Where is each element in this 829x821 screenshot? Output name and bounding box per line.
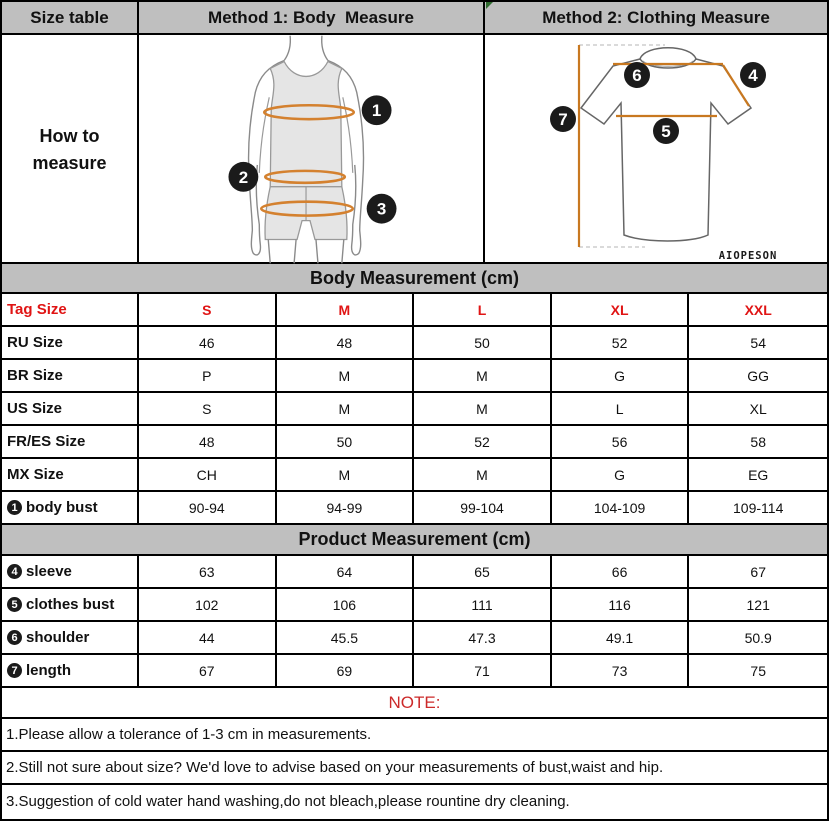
brand-label: AIOPESON — [718, 250, 778, 262]
size-value: 109-114 — [689, 492, 827, 525]
size-value: 52 — [414, 426, 552, 459]
size-value: 90-94 — [139, 492, 277, 525]
note-title: NOTE: — [2, 688, 827, 719]
size-value: S — [139, 294, 277, 327]
size-value: M — [277, 393, 415, 426]
circled-number-icon: 5 — [7, 597, 22, 612]
body-measure-diagram — [139, 35, 485, 264]
row-label-text: Tag Size — [7, 301, 67, 318]
size-value: 65 — [414, 556, 552, 589]
row-label-text: RU Size — [7, 334, 63, 351]
how-to-measure-row — [2, 35, 827, 264]
size-value: M — [277, 459, 415, 492]
row-label-text: clothes bust — [26, 596, 115, 613]
marker-2-icon — [228, 162, 258, 192]
header-method2: Method 2: Clothing Measure — [542, 7, 770, 27]
clothing-measure-diagram — [485, 35, 829, 264]
size-value: GG — [689, 360, 827, 393]
size-value: 54 — [689, 327, 827, 360]
circled-number-icon: 6 — [7, 630, 22, 645]
product-measurement-title: Product Measurement (cm) — [2, 525, 827, 556]
size-value: 50 — [414, 327, 552, 360]
size-value: G — [552, 360, 690, 393]
size-value: 106 — [277, 589, 415, 622]
size-value: CH — [139, 459, 277, 492]
size-value: 50 — [277, 426, 415, 459]
size-value: 64 — [277, 556, 415, 589]
size-value: EG — [689, 459, 827, 492]
row-label — [2, 622, 139, 655]
row-label — [2, 492, 139, 525]
row-label-text: body bust — [26, 499, 98, 516]
size-value: M — [414, 459, 552, 492]
size-value: 75 — [689, 655, 827, 688]
row-label — [2, 589, 139, 622]
body-measurement-table — [2, 294, 827, 525]
size-value: XXL — [689, 294, 827, 327]
row-label-text: MX Size — [7, 466, 64, 483]
size-value: L — [552, 393, 690, 426]
size-value: 67 — [139, 655, 277, 688]
size-value: 104-109 — [552, 492, 690, 525]
notes-list — [2, 719, 827, 818]
svg-text:4: 4 — [748, 66, 758, 85]
header-row — [2, 2, 827, 35]
body-figure-illustration — [139, 35, 483, 264]
note-item: 2.Still not sure about size? We'd love to advise based on your measurements of bust,waist and hip. — [2, 752, 827, 785]
note-item: 1.Please allow a tolerance of 1-3 cm in measurements. — [2, 719, 827, 752]
size-value: 99-104 — [414, 492, 552, 525]
svg-text:1: 1 — [371, 101, 382, 121]
row-label-text: sleeve — [26, 563, 72, 580]
circled-number-icon: 1 — [7, 500, 22, 515]
size-value: M — [414, 360, 552, 393]
size-value: 111 — [414, 589, 552, 622]
size-value: L — [414, 294, 552, 327]
size-value: 94-99 — [277, 492, 415, 525]
row-label — [2, 655, 139, 688]
row-label — [2, 360, 139, 393]
row-label-text: US Size — [7, 400, 63, 417]
row-label-text: shoulder — [26, 629, 90, 646]
row-label-text: length — [26, 662, 71, 679]
row-label — [2, 556, 139, 589]
size-value: XL — [689, 393, 827, 426]
size-value: 71 — [414, 655, 552, 688]
row-label — [2, 294, 139, 327]
size-value: 66 — [552, 556, 690, 589]
marker-4-icon — [740, 62, 766, 88]
size-value: 58 — [689, 426, 827, 459]
size-value: 116 — [552, 589, 690, 622]
row-label-text: FR/ES Size — [7, 433, 86, 450]
size-value: S — [139, 393, 277, 426]
row-label-text: BR Size — [7, 367, 63, 384]
size-value: 45.5 — [277, 622, 415, 655]
size-value: 47.3 — [414, 622, 552, 655]
marker-3-icon — [367, 194, 397, 224]
size-value: G — [552, 459, 690, 492]
svg-text:2: 2 — [238, 167, 249, 187]
size-value: 44 — [139, 622, 277, 655]
green-corner-marker — [486, 2, 493, 9]
size-value: M — [277, 294, 415, 327]
circled-number-icon: 4 — [7, 564, 22, 579]
size-value: 46 — [139, 327, 277, 360]
row-label — [2, 393, 139, 426]
svg-text:6: 6 — [632, 66, 642, 85]
size-value: M — [414, 393, 552, 426]
row-label — [2, 459, 139, 492]
svg-text:7: 7 — [558, 110, 568, 129]
circled-number-icon: 7 — [7, 663, 22, 678]
size-value: 49.1 — [552, 622, 690, 655]
product-measurement-table — [2, 556, 827, 688]
row-label — [2, 327, 139, 360]
size-value: 73 — [552, 655, 690, 688]
note-item: 3.Suggestion of cold water hand washing,do not bleach,please rountine dry cleaning. — [6, 793, 570, 810]
size-value: 121 — [689, 589, 827, 622]
size-value: 69 — [277, 655, 415, 688]
marker-5-icon — [653, 118, 679, 144]
size-value: 50.9 — [689, 622, 827, 655]
marker-6-icon — [624, 62, 650, 88]
size-value: 67 — [689, 556, 827, 589]
size-value: P — [139, 360, 277, 393]
tshirt-illustration — [485, 35, 829, 264]
body-measurement-title: Body Measurement (cm) — [2, 264, 827, 294]
how-to-measure-label: How to measure — [2, 35, 139, 264]
row-label — [2, 426, 139, 459]
header-method1: Method 1: Body Measure — [139, 2, 485, 33]
size-value: 52 — [552, 327, 690, 360]
size-value: 48 — [139, 426, 277, 459]
header-size-table: Size table — [2, 2, 139, 33]
size-value: 63 — [139, 556, 277, 589]
marker-7-icon — [550, 106, 576, 132]
marker-1-icon — [362, 95, 392, 125]
svg-text:5: 5 — [661, 122, 671, 141]
size-value: 56 — [552, 426, 690, 459]
size-value: 102 — [139, 589, 277, 622]
size-value: 48 — [277, 327, 415, 360]
size-value: M — [277, 360, 415, 393]
svg-text:3: 3 — [376, 199, 387, 219]
size-value: XL — [552, 294, 690, 327]
